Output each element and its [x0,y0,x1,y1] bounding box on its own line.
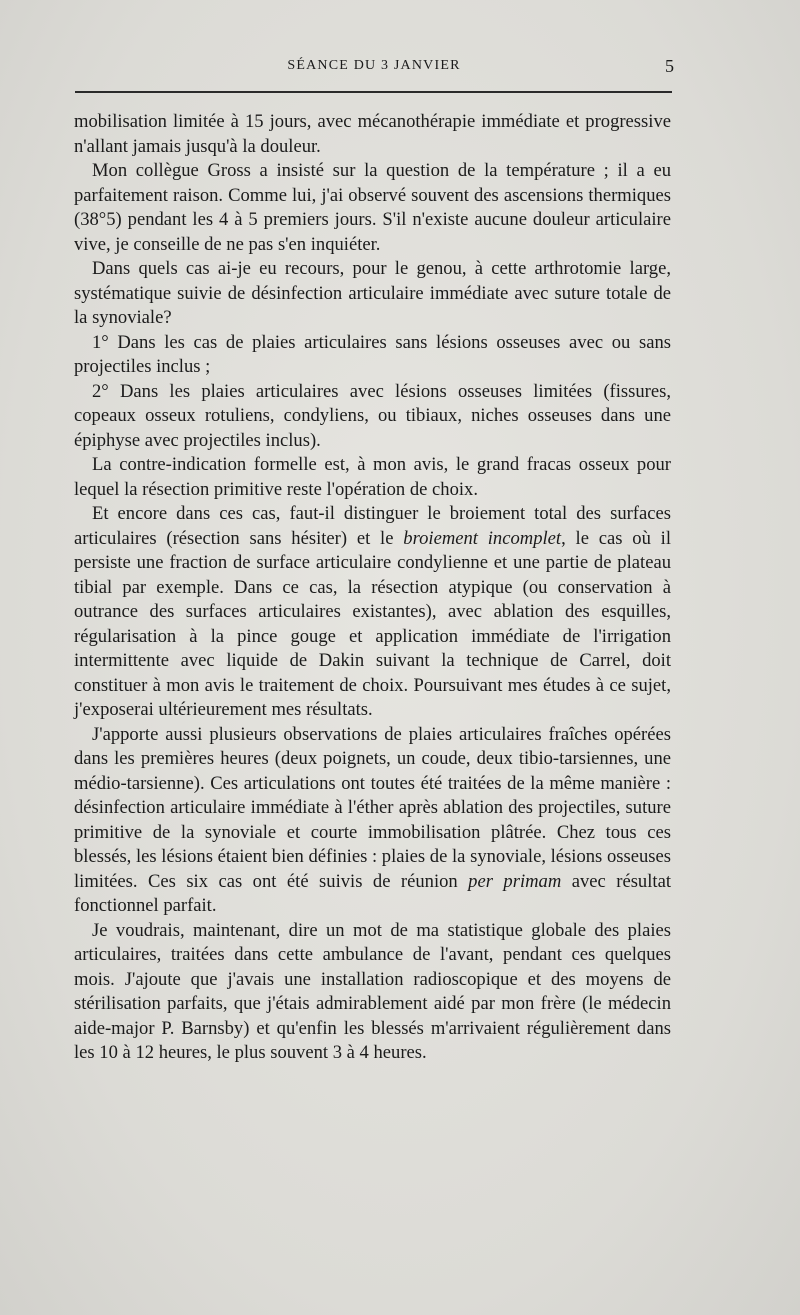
paragraph-1 [74,110,671,159]
paragraph-4-text: 1° Dans les cas de plaies articulaires sans lésions osseuses avec ou sans projectiles inclus ; [74,331,671,377]
paragraph-7-italic: broiement incomplet [403,527,562,549]
running-head [74,54,674,78]
page-number: 5 [665,56,674,76]
paragraph-7-text-a: Et encore dans ces cas, faut-il distinguer le broiement total des surfaces articulaires (résection sans hésiter) et le [74,503,671,549]
paragraph-8-italic: per primam [468,870,562,892]
paragraph-8-text-a: J'apporte aussi plusieurs observations de plaies articulaires fraîches opérées dans les premières heures (deux poignets, un coude, deux tibio-tarsiennes, une médio-tarsienne). Ces articulations ont toutes été traitées de la même manière : désinfection articulaire immédiate à l'éther après ablation des projectiles, suture primitive de la synoviale et courte immobilisation plâtrée. Chez tous ces blessés, les lésions étaient bien définies : plaies de la synoviale, lésions osseuses limitées. Ces six cas ont été suivis de réunion [74,723,671,892]
running-head-title: SÉANCE DU 3 JANVIER [287,58,461,73]
header-rule [75,91,672,93]
paragraph-2 [74,159,671,257]
paragraph-4 [74,331,671,380]
paragraph-9 [74,919,671,1066]
paragraph-5 [74,380,671,454]
paragraph-7-text-c: , le cas où il persiste une fraction de surface articulaire condylienne et une partie de plateau tibial par exemple. Dans ce cas, la résection atypique (ou conservation à outrance des surfaces articulaires existantes), avec ablation des esquilles, régularisation à la pince gouge et application immédiate de l'irrigation intermittente avec liquide de Dakin suivant la technique de Carrel, doit constituer à mon avis le traitement de choix. Poursuivant mes études à ce sujet, j'exposerai ultérieurement mes résultats. [74,527,671,720]
paragraph-8 [74,723,671,919]
paragraph-3 [74,257,671,331]
paragraph-2-text: Mon collègue Gross a insisté sur la question de la température ; il a eu parfaitement raison. Comme lui, j'ai observé souvent des ascensions thermiques (38°5) pendant les 4 à 5 premiers jours. S'il n'existe aucune douleur articulaire vive, je conseille de ne pas s'en inquiéter. [74,160,671,255]
paragraph-1-text: mobilisation limitée à 15 jours, avec mécanothérapie immédiate et progressive n'allant jamais jusqu'à la douleur. [74,111,671,157]
paragraph-7 [74,502,671,723]
paragraph-5-text: 2° Dans les plaies articulaires avec lésions osseuses limitées (fissures, copeaux osseux rotuliens, condyliens, ou tibiaux, niches osseuses dans une épiphyse avec projectiles inclus). [74,380,671,451]
body-text [74,110,671,1066]
paragraph-8-text-c: avec résultat fonctionnel parfait. [74,870,671,916]
paragraph-6-text: La contre-indication formelle est, à mon avis, le grand fracas osseux pour lequel la résection primitive reste l'opération de choix. [74,454,671,500]
paragraph-9-text: Je voudrais, maintenant, dire un mot de ma statistique globale des plaies articulaires, traitées dans cette ambulance de l'avant, pendant ces quelques mois. J'ajoute que j'avais une installation radioscopique et des moyens de stérilisation parfaits, que j'étais admirablement aidé par mon frère (le médecin aide-major P. Barnsby) et qu'enfin les blessés m'arrivaient régulièrement dans les 10 à 12 heures, le plus souvent 3 à 4 heures. [74,919,671,1063]
paragraph-3-text: Dans quels cas ai-je eu recours, pour le genou, à cette arthrotomie large, systématique suivie de désinfection articulaire immédiate avec suture totale de la synoviale? [74,258,671,328]
paragraph-6 [74,453,671,502]
